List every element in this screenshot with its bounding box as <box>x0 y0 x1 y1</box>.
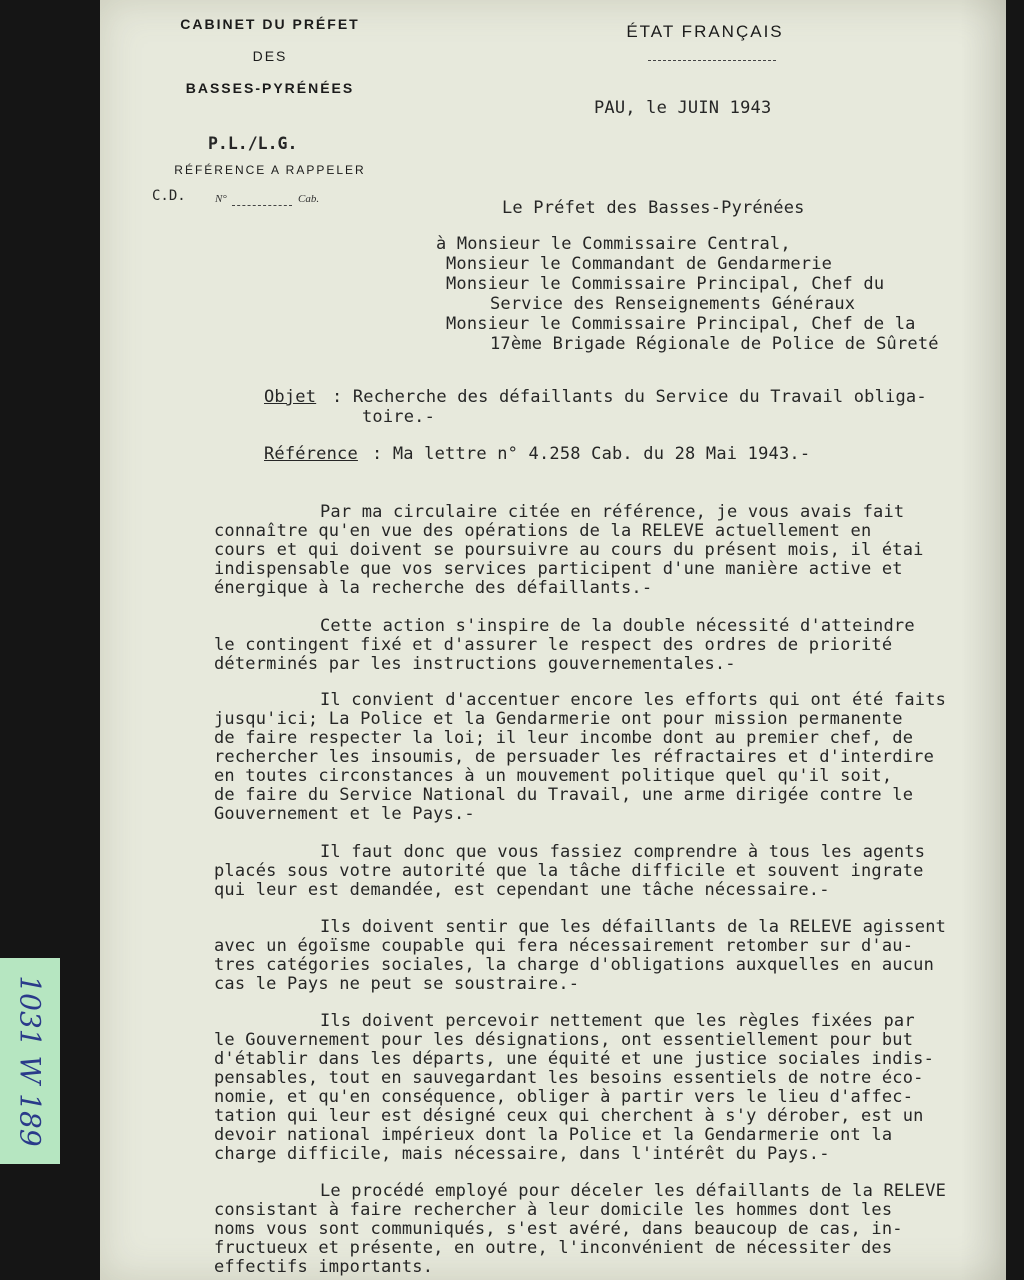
header-cab-label: Cab. <box>298 193 320 205</box>
sender: Le Préfet des Basses-Pyrénées <box>502 198 805 218</box>
body-line: le Gouvernement pour les désignations, ont essentiellement pour but <box>214 1030 914 1050</box>
header-reference-note: RÉFÉRENCE A RAPPELER <box>174 163 366 177</box>
body-line: de faire respecter la loi; il leur incombe dont au premier chef, de <box>214 728 914 748</box>
body-line: en toutes circonstances à un mouvement politique quel qu'il soit, <box>214 766 893 786</box>
objet-label: Objet <box>264 387 317 407</box>
body-line: Ils doivent percevoir nettement que les règles fixées par <box>320 1011 915 1031</box>
body-line: Par ma circulaire citée en référence, je vous avais fait <box>320 502 905 522</box>
body-line: qui leur est demandée, est cependant une tâche nécessaire.- <box>214 880 830 900</box>
body-line: placés sous votre autorité que la tâche difficile et souvent ingrate <box>214 861 924 881</box>
body-line: noms vous sont communiqués, s'est avéré, dans beaucoup de cas, in- <box>214 1219 903 1239</box>
body-line: rechercher les insoumis, de persuader les réfractaires et d'interdire <box>214 747 935 767</box>
body-line: avec un égoïsme coupable qui fera nécessairement retomber sur d'au- <box>214 936 914 956</box>
body-line: indispensable que vos services participent d'une manière active et <box>214 559 903 579</box>
body-line: déterminés par les instructions gouvernementales.- <box>214 654 736 674</box>
body-line: Gouvernement et le Pays.- <box>214 804 475 824</box>
reference-label: Référence <box>264 444 358 464</box>
body-line: pensables, tout en sauvegardant les besoins essentiels de notre éco- <box>214 1068 924 1088</box>
recipient-line: 17ème Brigade Régionale de Police de Sûreté <box>490 334 939 354</box>
body-line: charge difficile, mais nécessaire, dans l'intérêt du Pays.- <box>214 1144 830 1164</box>
body-line: nomie, et qu'en conséquence, obliger à partir vers le lieu d'affec- <box>214 1087 914 1107</box>
archive-call-number: 1031 W 189 <box>13 975 47 1147</box>
body-line: Cette action s'inspire de la double nécessité d'atteindre <box>320 616 915 636</box>
header-state-title: ÉTAT FRANÇAIS <box>626 22 784 41</box>
header-cabinet: CABINET DU PRÉFET <box>180 16 360 32</box>
place-date: PAU, le JUIN 1943 <box>594 98 772 118</box>
recipient-line: à Monsieur le Commissaire Central, <box>436 234 791 254</box>
body-line: Il faut donc que vous fassiez comprendre à tous les agents <box>320 842 926 862</box>
body-line: cas le Pays ne peut se soustraire.- <box>214 974 580 994</box>
body-line: effectifs importants. <box>214 1257 434 1277</box>
body-line: Il convient d'accentuer encore les efforts qui ont été faits <box>320 690 947 710</box>
page-edge-shadow <box>960 0 1006 1280</box>
body-line: cours et qui doivent se poursuivre au cours du présent mois, il étai <box>214 540 924 560</box>
recipient-line: Monsieur le Commandant de Gendarmerie <box>446 254 833 274</box>
header-initials: P.L./L.G. <box>208 134 298 153</box>
body-line: fructueux et présente, en outre, l'inconvénient de nécessiter des <box>214 1238 893 1258</box>
body-line: de faire du Service National du Travail, une arme dirigée contre le <box>214 785 914 805</box>
body-line: jusqu'ici; La Police et la Gendarmerie ont pour mission permanente <box>214 709 903 729</box>
body-line: tres catégories sociales, la charge d'obligations auxquelles en aucun <box>214 955 935 975</box>
objet-text-cont: toire.- <box>362 407 436 427</box>
body-line: tation qui leur est désigné ceux qui cherchent à s'y dérober, est un <box>214 1106 924 1126</box>
body-line: énergique à la recherche des défaillants.- <box>214 578 653 598</box>
body-line: connaître qu'en vue des opérations de la RELEVE actuellement en <box>214 521 872 541</box>
body-line: Ils doivent sentir que les défaillants de la RELEVE agissent <box>320 917 947 937</box>
header-title-rule <box>648 60 776 61</box>
body-line: consistant à faire rechercher à leur domicile les hommes dont les <box>214 1200 893 1220</box>
recipient-line: Monsieur le Commissaire Principal, Chef de la <box>446 314 916 334</box>
body-line: le contingent fixé et d'assurer le respect des ordres de priorité <box>214 635 893 655</box>
header-des: DES <box>252 48 288 64</box>
body-line: Le procédé employé pour déceler les défaillants de la RELEVE <box>320 1181 947 1201</box>
objet-text: : Recherche des défaillants du Service du Travail obliga- <box>332 387 927 407</box>
recipient-line: Service des Renseignements Généraux <box>490 294 856 314</box>
reference-text: : Ma lettre n° 4.258 Cab. du 28 Mai 1943.- <box>372 444 811 464</box>
body-line: devoir national impérieux dont la Police et la Gendarmerie ont la <box>214 1125 893 1145</box>
recipient-line: Monsieur le Commissaire Principal, Chef du <box>446 274 885 294</box>
header-department: BASSES-PYRÉNÉES <box>185 80 355 96</box>
header-cd: C.D. <box>152 188 186 204</box>
header-number-blank <box>232 205 292 206</box>
header-number-label: N° <box>215 193 227 205</box>
body-line: d'établir dans les départs, une équité et une justice sociales indis- <box>214 1049 935 1069</box>
